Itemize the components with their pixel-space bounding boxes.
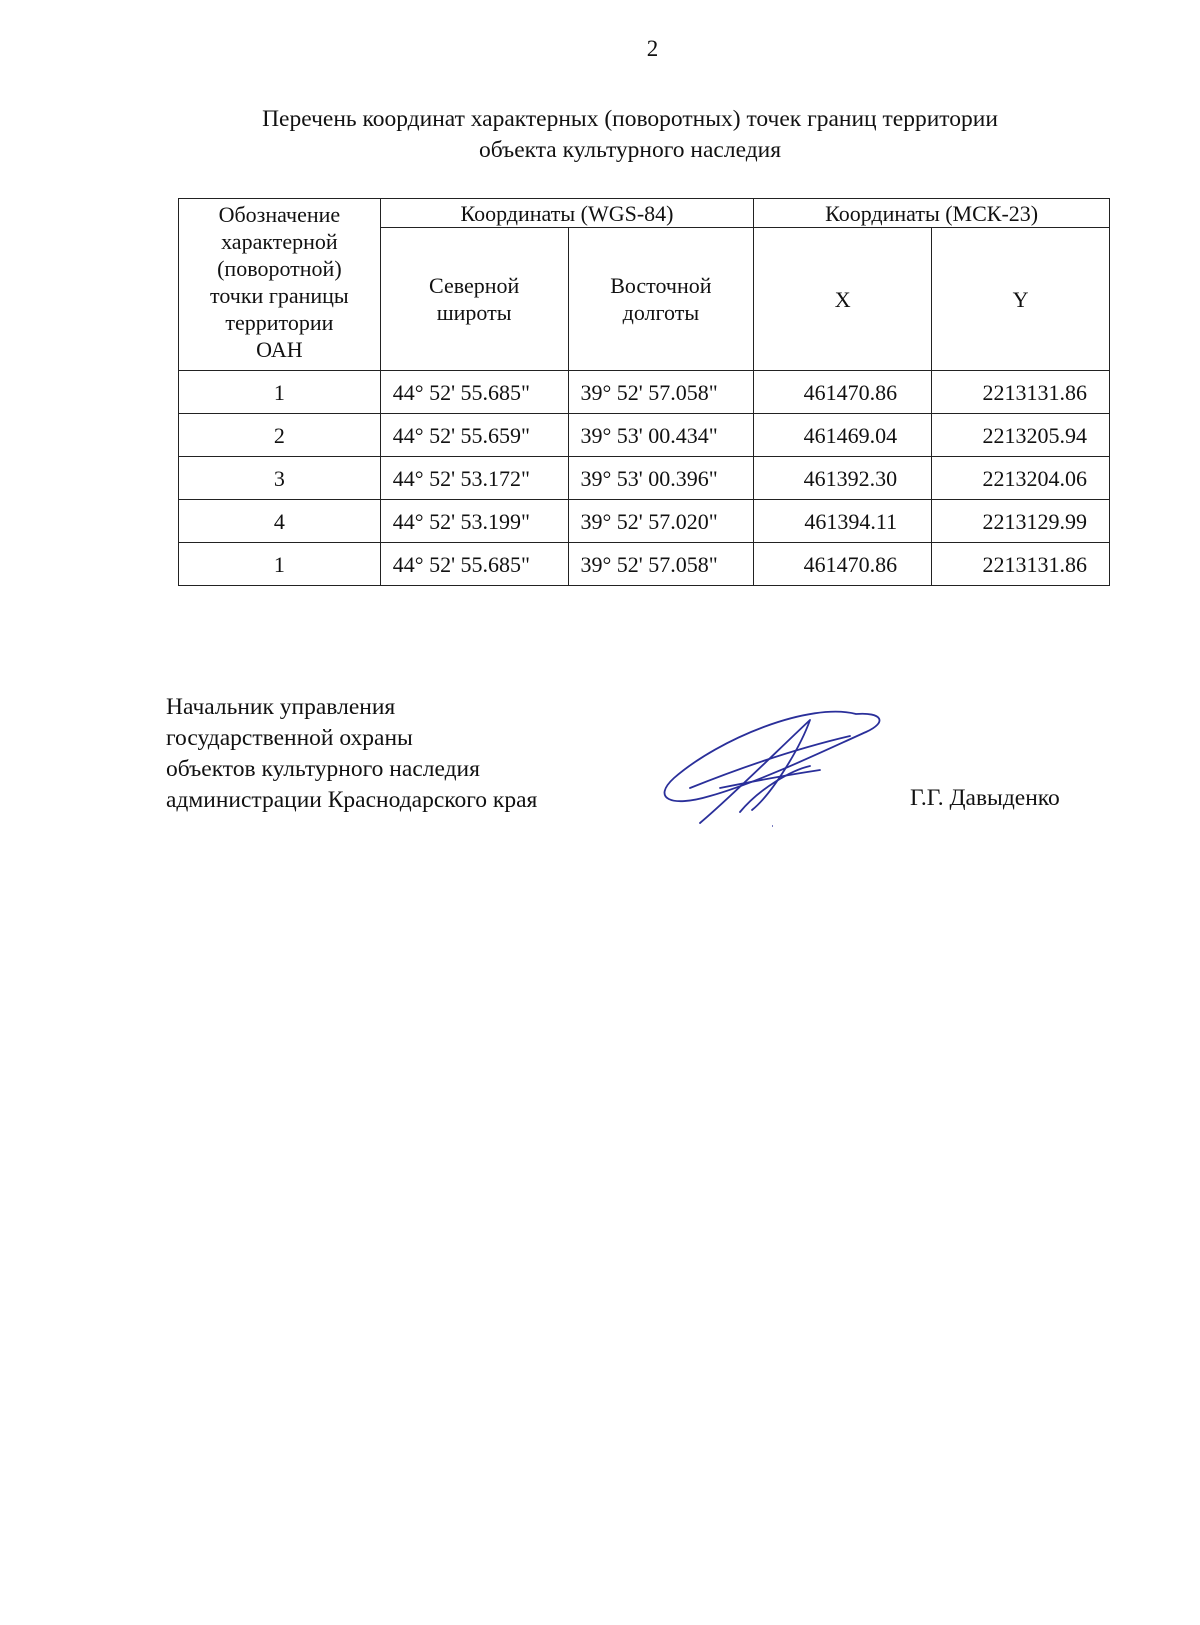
page-number: 2: [646, 36, 659, 61]
handwritten-signature: [660, 708, 890, 838]
header-x: X: [754, 228, 932, 371]
cell-longitude: 39° 53' 00.396": [568, 457, 754, 500]
table-row: [179, 543, 1110, 586]
signatory-line: объектов культурного наследия: [166, 756, 480, 782]
cell-y: 2213131.86: [932, 543, 1110, 586]
cell-longitude: 39° 53' 00.434": [568, 414, 754, 457]
cell-y: 2213131.86: [932, 371, 1110, 414]
cell-latitude: 44° 52' 55.685": [380, 543, 568, 586]
coordinates-table: [178, 198, 1110, 586]
header-wgs84: Координаты (WGS-84): [380, 199, 753, 228]
cell-longitude: 39° 52' 57.020": [568, 500, 754, 543]
signatory-position: [166, 692, 616, 816]
cell-longitude: 39° 52' 57.058": [568, 543, 754, 586]
cell-latitude: 44° 52' 53.199": [380, 500, 568, 543]
cell-x: 461394.11: [754, 500, 932, 543]
document-title: [180, 104, 1080, 166]
cell-y: 2213129.99: [932, 500, 1110, 543]
table-row: [179, 500, 1110, 543]
table-row: [179, 414, 1110, 457]
header-latitude: Северной широты: [380, 228, 568, 371]
signer-name: Г.Г. Давыденко: [910, 785, 1060, 811]
header-point-designation: Обозначение характерной (поворотной) точки границы территории ОАН: [179, 199, 381, 371]
cell-point: 3: [179, 457, 381, 500]
cell-y: 2213205.94: [932, 414, 1110, 457]
cell-point: 1: [179, 543, 381, 586]
header-longitude: Восточной долготы: [568, 228, 754, 371]
cell-latitude: 44° 52' 55.659": [380, 414, 568, 457]
signatory-line: государственной охраны: [166, 725, 413, 751]
cell-point: 2: [179, 414, 381, 457]
document-title-line-2: объекта культурного наследия: [478, 137, 782, 163]
cell-longitude: 39° 52' 57.058": [568, 371, 754, 414]
signatory-line: администрации Краснодарского края: [166, 787, 538, 813]
cell-x: 461392.30: [754, 457, 932, 500]
cell-x: 461470.86: [754, 371, 932, 414]
signatory-line: Начальник управления: [166, 694, 396, 720]
cell-latitude: 44° 52' 53.172": [380, 457, 568, 500]
document-title-line-1: Перечень координат характерных (поворотных) точек границ территории: [262, 106, 998, 132]
cell-y: 2213204.06: [932, 457, 1110, 500]
cell-point: 1: [179, 371, 381, 414]
table-row: [179, 457, 1110, 500]
table-row: [179, 371, 1110, 414]
cell-latitude: 44° 52' 55.685": [380, 371, 568, 414]
cell-point: 4: [179, 500, 381, 543]
cell-x: 461469.04: [754, 414, 932, 457]
header-msk23: Координаты (МСК-23): [754, 199, 1110, 228]
header-y: Y: [932, 228, 1110, 371]
cell-x: 461470.86: [754, 543, 932, 586]
